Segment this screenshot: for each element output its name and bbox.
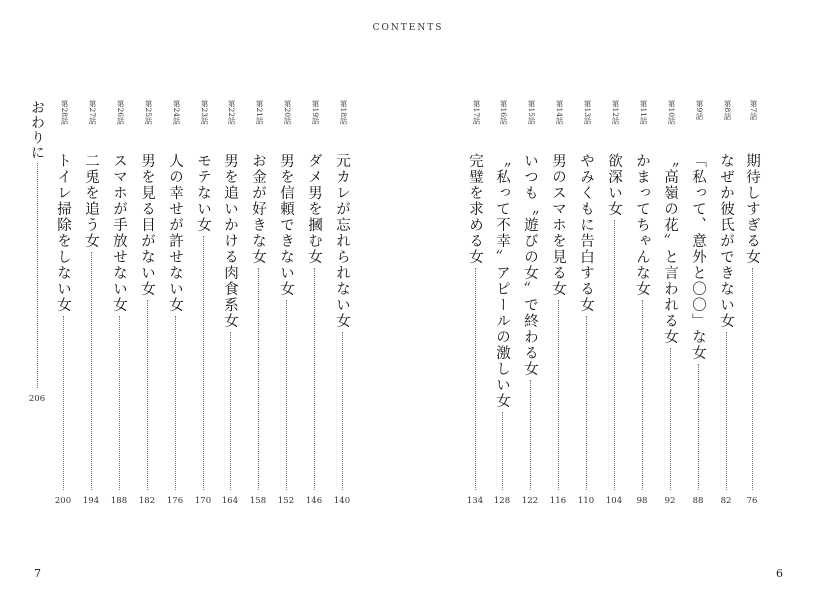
page-reference: 140 [333,496,351,506]
toc-entry [218,100,242,512]
toc-entry [274,100,298,512]
dot-leader [37,163,38,388]
episode-label: 第7話 [749,100,758,120]
dot-leader [530,380,531,490]
toc-entry [490,100,514,512]
episode-title: 欲深い女 [606,153,622,217]
episode-title: スマホが手放せない女 [111,153,127,313]
page-reference: 98 [636,496,648,506]
episode-title: いつも〝遊びの女〟で終わる女 [522,153,538,377]
episode-label: 第26話 [116,100,125,125]
toc-entry [630,100,654,512]
episode-title: 男を追いかける肉食系女 [222,153,238,329]
toc-entry [51,100,75,512]
toc-entry [463,100,487,512]
episode-title: 期待しすぎる女 [744,153,760,265]
episode-label: 第14話 [555,100,564,125]
dot-leader [752,268,753,490]
episode-title: 完璧を求める女 [467,153,483,265]
episode-label: 第12話 [611,100,620,125]
toc-entry [191,100,215,512]
page-reference: 146 [305,496,323,506]
page-reference: 152 [277,496,295,506]
toc-entry [246,100,270,512]
toc-entry [546,100,570,512]
episode-label: 第10話 [667,100,676,125]
page-reference: 182 [138,496,156,506]
dot-leader [558,300,559,490]
page-reference: 164 [221,496,239,506]
toc-entry [658,100,682,512]
page-reference: 206 [28,394,46,404]
episode-label: 第24話 [172,100,181,125]
toc-entry [135,100,159,512]
episode-label: 第25話 [144,100,153,125]
episode-label: 第22話 [227,100,236,125]
episode-label: 第16話 [499,100,508,125]
episode-title: 〝私って不幸〟アピールの激しい女 [494,153,510,409]
page-reference: 134 [466,496,484,506]
episode-label: 第9話 [695,100,704,120]
page-reference: 200 [54,496,72,506]
page-reference: 92 [664,496,676,506]
dot-leader [286,300,287,490]
dot-leader [642,300,643,490]
episode-label: 第11話 [639,100,648,125]
episode-title: 人の幸せが許せない女 [167,153,183,313]
episode-title: 「私って、意外と〇〇」な女 [690,153,706,361]
toc-entry [302,100,326,512]
page-reference: 170 [194,496,212,506]
toc-entry [740,100,764,512]
page-reference: 76 [746,496,758,506]
page-reference: 128 [493,496,511,506]
outro-title: おわりに [29,100,45,160]
toc-entry [686,100,710,512]
episode-title: 男を見る目がない女 [139,153,155,297]
episode-label: 第20話 [283,100,292,125]
page-reference: 82 [720,496,732,506]
dot-leader [175,316,176,490]
toc-entry [518,100,542,512]
dot-leader [119,316,120,490]
episode-label: 第15話 [527,100,536,125]
page-reference: 194 [82,496,100,506]
episode-label: 第19話 [311,100,320,125]
page-reference: 88 [692,496,704,506]
dot-leader [258,268,259,490]
episode-label: 第28話 [60,100,69,125]
episode-title: 元カレが忘れられない女 [334,153,350,329]
dot-leader [230,332,231,490]
episode-title: なぜか彼氏ができない女 [718,153,734,329]
episode-title: かまってちゃんな女 [634,153,650,297]
episode-title: 男を信頼できない女 [278,153,294,297]
contents-header: CONTENTS [372,23,444,33]
dot-leader [475,268,476,490]
episode-label: 第17話 [472,100,481,125]
dot-leader [63,316,64,490]
episode-label: 第18話 [339,100,348,125]
left-page-number: 7 [34,567,41,580]
dot-leader [342,332,343,490]
page-reference: 188 [110,496,128,506]
toc-entry [163,100,187,512]
episode-title: お金が好きな女 [250,153,266,265]
episode-title: 二兎を追う女 [83,153,99,249]
page-reference: 158 [249,496,267,506]
dot-leader [502,412,503,490]
episode-title: 〝高嶺の花〟と言われる女 [662,153,678,345]
page-reference: 116 [549,496,567,506]
toc-entry [574,100,598,512]
episode-title: ダメ男を摑む女 [306,153,322,265]
episode-label: 第8話 [723,100,732,120]
page-reference: 110 [577,496,595,506]
episode-label: 第13話 [583,100,592,125]
toc-entry-outro [25,100,49,512]
dot-leader [698,364,699,490]
toc-entry [79,100,103,512]
episode-label: 第27話 [88,100,97,125]
page-reference: 122 [521,496,539,506]
episode-title: モテない女 [195,153,211,233]
episode-label: 第23話 [200,100,209,125]
dot-leader [147,300,148,490]
right-page-number: 6 [776,567,783,580]
dot-leader [726,332,727,490]
dot-leader [314,268,315,490]
toc-entry [107,100,131,512]
toc-entry [330,100,354,512]
episode-title: 男のスマホを見る女 [550,153,566,297]
dot-leader [586,316,587,490]
toc-entry [714,100,738,512]
dot-leader [91,252,92,490]
episode-title: トイレ掃除をしない女 [55,153,71,313]
dot-leader [203,236,204,490]
dot-leader [614,220,615,490]
toc-entry [602,100,626,512]
dot-leader [670,348,671,490]
page-reference: 104 [605,496,623,506]
episode-title: やみくもに告白する女 [578,153,594,313]
page-reference: 176 [166,496,184,506]
episode-label: 第21話 [255,100,264,125]
